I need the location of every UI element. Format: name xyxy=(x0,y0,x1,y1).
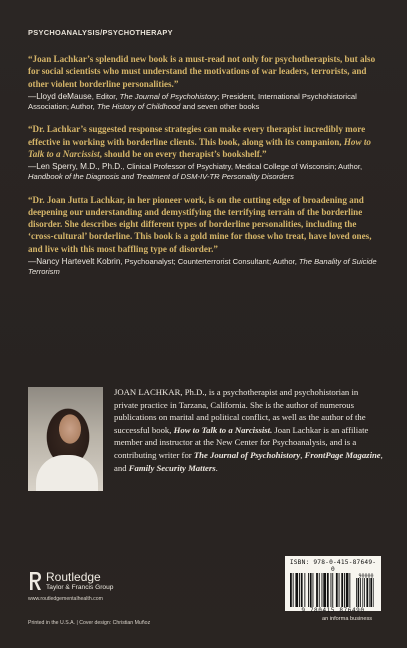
barcode-bar xyxy=(327,573,329,607)
endorser-credits: , Clinical Professor of Psychiatry, Medical College of Wisconsin; Author, xyxy=(122,162,363,172)
author-photo xyxy=(28,387,103,491)
barcode-digits: 9 780415 876490 xyxy=(301,607,365,614)
author-bio xyxy=(114,386,384,474)
barcode-addon-bar xyxy=(370,578,372,607)
bio-text: Joan Lachkar is an affiliate member and instructor at the New Center for Psychoanalysis, and is a contributing writer for xyxy=(114,424,369,460)
endorsement-book-title: How to Talk to a Narcissist xyxy=(28,136,371,159)
barcode-addon-number: 90000 xyxy=(358,573,374,580)
category-label: PSYCHOANALYSIS/PSYCHOTHERAPY xyxy=(28,28,173,37)
endorsement-attribution xyxy=(28,92,380,112)
barcode-bar xyxy=(304,573,305,607)
barcode-bar xyxy=(339,573,340,607)
endorser-credit-title: The Banality of Suicide Terrorism xyxy=(28,257,377,277)
endorsement-2 xyxy=(28,123,380,182)
barcode-addon-bar xyxy=(366,578,368,607)
barcode-bar xyxy=(301,573,303,607)
informa-tagline: an informa business xyxy=(322,616,373,622)
isbn-text: ISBN: 978-0-415-87649-0 xyxy=(289,559,377,573)
barcode-addon-bar xyxy=(373,578,374,607)
barcode-bar xyxy=(310,573,312,607)
endorsement-text xyxy=(28,123,380,160)
barcode-bar xyxy=(346,573,349,607)
endorser-name: —Len Sperry, M.D., Ph.D. xyxy=(28,162,123,172)
endorser-name: —Lloyd deMause xyxy=(28,91,92,101)
endorsements xyxy=(28,53,380,288)
publisher-block xyxy=(28,571,188,602)
barcode-bar xyxy=(293,573,294,607)
barcode-panel xyxy=(285,556,381,614)
endorsement-text: “Joan Lachkar’s splendid new book is a must-read not only for psychotherapists, but also for social scientists who must understand the motivations of war leaders, terrorists, and other violent borderline personalities.” xyxy=(28,54,376,89)
barcode-bar xyxy=(313,573,314,607)
barcode-addon-bar xyxy=(364,578,365,607)
endorser-credit-title: The Journal of Psychohistory xyxy=(119,91,218,101)
endorsement-text: “Dr. Joan Jutta Lachkar, in her pioneer work, is on the cutting edge of broadening and deepening our understanding and demystifying the terrifying terrain of the borderline disorder. She describes eight different types of borderline personalities, including the ‘cross-cultural’ borderline. This book is a gold mine for those who treat, have loved ones, and live with this most baffling type of disorder.” xyxy=(28,194,372,254)
barcode-bar xyxy=(308,573,309,607)
barcode-bar xyxy=(316,573,318,607)
printing-credits: Printed in the U.S.A. | Cover design: Christian Muñoz xyxy=(28,620,151,626)
barcode-bar xyxy=(322,573,323,607)
bio-publication: Family Security Matters xyxy=(128,462,216,473)
barcode-bar xyxy=(323,573,326,607)
bio-text: JOAN LACHKAR, Ph.D., is a psychotherapist and psychohistorian in private practice in Tarzana, California. She is the author of numerous publications on marital and political conflict, as well as the author of the successful book, xyxy=(114,387,366,435)
bio-publication: The Journal of Psychohistory xyxy=(193,449,301,460)
endorser-credits: and seven other books xyxy=(180,102,260,112)
endorser-name: —Nancy Hartevelt Kobrin xyxy=(28,257,121,267)
endorsement-attribution xyxy=(28,257,380,277)
publisher-group: Taylor & Francis Group xyxy=(46,584,114,591)
barcode-bar xyxy=(331,573,332,607)
publisher-url[interactable]: www.routledgementalhealth.com xyxy=(28,596,103,602)
routledge-r-icon xyxy=(28,571,42,591)
bio-book-title: How to Talk to a Narcissist. xyxy=(173,424,273,435)
endorsement-3 xyxy=(28,194,380,278)
barcode-bar xyxy=(341,573,343,607)
barcode-bar xyxy=(336,573,338,607)
bio-separator: . xyxy=(215,462,218,473)
barcode-addon-bar xyxy=(358,578,360,607)
barcode-addon-bar xyxy=(356,578,357,607)
endorser-credit-title: The History of Childhood xyxy=(96,102,181,112)
barcode-bar xyxy=(299,573,300,607)
barcode-icon xyxy=(289,573,377,607)
publisher-logo xyxy=(28,571,188,592)
endorsement-1 xyxy=(28,53,380,112)
endorser-credit-title: Handbook of the Diagnosis and Treatment of DSM-IV-TR Personality Disorders xyxy=(28,172,294,182)
bio-separator: , xyxy=(300,449,305,460)
publisher-logo-text xyxy=(46,571,113,592)
barcode-addon-bar xyxy=(360,578,361,607)
barcode-addon-bar xyxy=(369,578,370,607)
author-photo-shirt xyxy=(36,455,98,491)
barcode-bar xyxy=(290,573,292,607)
endorsement-attribution xyxy=(28,162,380,182)
endorser-credits: , Editor, xyxy=(91,91,120,101)
barcode-addon-bar xyxy=(362,578,363,607)
endorser-credits: , Psychoanalyst; Counterterrorist Consultant; Author, xyxy=(120,257,299,267)
bio-separator: , and xyxy=(114,449,383,473)
barcode-bar xyxy=(349,573,350,607)
barcode-bar xyxy=(295,573,298,607)
bio-publication: FrontPage Magazine xyxy=(304,449,381,460)
barcode-bar xyxy=(319,573,320,607)
publisher-name: Routledge xyxy=(46,570,101,584)
endorser-credits: ; President, International Psychohistorical Association; Author, xyxy=(28,91,357,112)
barcode-bar xyxy=(332,573,333,607)
endorsement-text-part: , should be on every therapist’s bookshelf.” xyxy=(99,148,267,159)
barcode-bar xyxy=(344,573,345,607)
endorsement-text-part: “Dr. Lachkar’s suggested response strategies can make every therapist incredibly more effective in working with borderline clients. This book, along with its companion, xyxy=(28,124,366,147)
